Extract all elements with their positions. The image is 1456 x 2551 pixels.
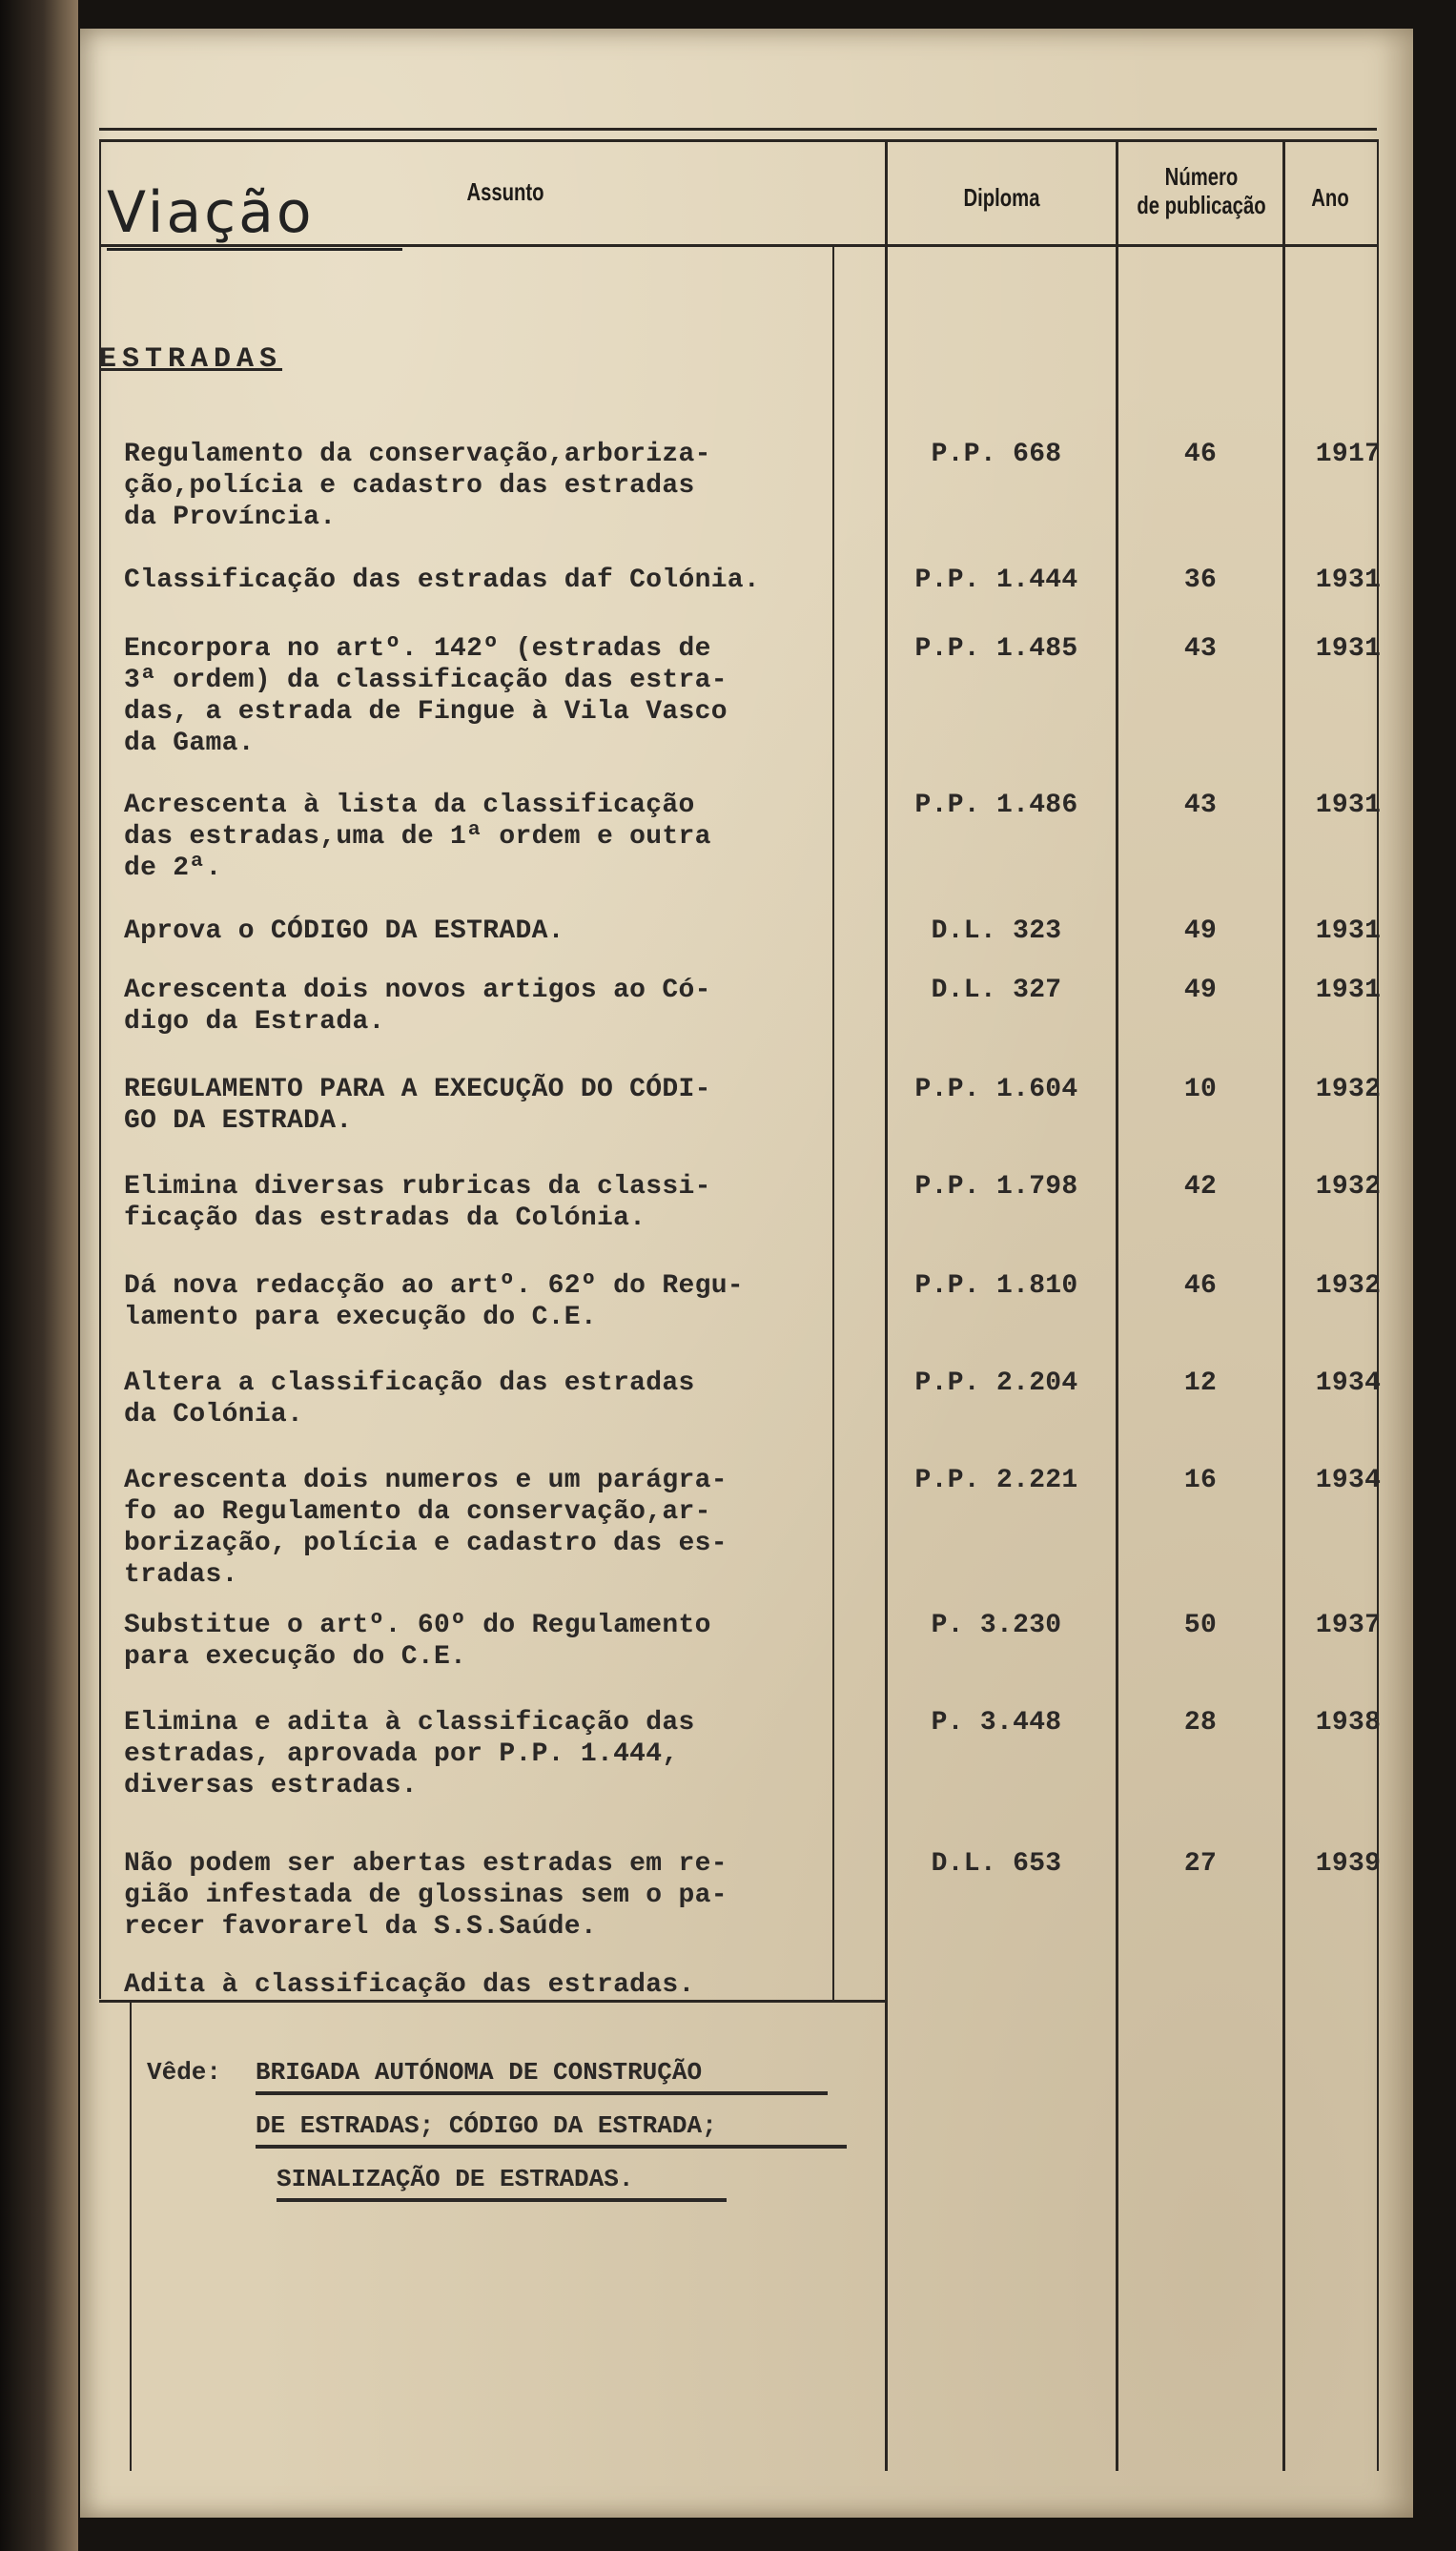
entry-diploma: P. 3.448 (931, 1708, 1062, 1738)
entry-numero: 12 (1183, 1368, 1218, 1398)
subject-column-line (885, 139, 888, 2471)
entry-subject-line: Acrescenta dois novos artigos ao Có- (124, 976, 711, 1005)
entry-subject-line: Não podem ser abertas estradas em re- (124, 1849, 728, 1879)
entry-diploma: D.L. 323 (931, 916, 1062, 946)
entry-subject-line: borização, polícia e cadastro das es- (124, 1529, 728, 1558)
entry-subject (124, 1368, 695, 1430)
entry-subject-line: tradas. (124, 1560, 238, 1590)
header-numero-line2: de publicação (1137, 191, 1266, 219)
entry-diploma: P.P. 1.798 (914, 1172, 1078, 1202)
entry-ano: 1931 (1315, 566, 1382, 595)
entry-subject (124, 439, 711, 533)
entry-subject-line: Aprova o CÓDIGO DA ESTRADA. (124, 916, 564, 946)
top-rule (99, 139, 1377, 142)
right-border (1377, 139, 1379, 2471)
entry-subject-line: da Província. (124, 503, 337, 532)
entry-diploma: P.P. 2.221 (914, 1466, 1078, 1495)
vede-line-3: SINALIZAÇÃO DE ESTRADAS. (277, 2165, 634, 2193)
entry-numero: 50 (1183, 1611, 1218, 1640)
entry-ano: 1932 (1315, 1075, 1382, 1104)
entry-ano: 1932 (1315, 1271, 1382, 1301)
entry-subject (124, 1707, 695, 1801)
entry-numero: 36 (1183, 566, 1218, 595)
entry-diploma: D.L. 653 (931, 1849, 1062, 1879)
entry-subject-line: das, a estrada de Fingue à Vila Vasco (124, 697, 728, 727)
handwritten-underline (107, 248, 402, 251)
entry-subject-line: Altera a classificação das estradas (124, 1368, 695, 1398)
entry-ano: 1932 (1315, 1172, 1382, 1202)
entry-subject-line: recer favorarel da S.S.Saúde. (124, 1912, 597, 1942)
entry-diploma: P.P. 1.810 (914, 1271, 1078, 1301)
entry-subject-line: das estradas,uma de 1ª ordem e outra (124, 822, 711, 852)
entry-subject-line: Adita à classificação das estradas. (124, 1970, 695, 2000)
entry-subject-line: de 2ª. (124, 854, 222, 883)
book-spine (0, 0, 78, 2551)
entry-ano: 1931 (1315, 916, 1382, 946)
entry-subject-line: gião infestada de glossinas sem o pa- (124, 1881, 728, 1910)
entry-ano: 1931 (1315, 976, 1382, 1005)
entry-subject-line: Classificação das estradas daf Colónia. (124, 566, 761, 595)
entry-ano: 1931 (1315, 634, 1382, 664)
entry-subject-line: para execução do C.E. (124, 1642, 467, 1672)
entry-diploma: P.P. 2.204 (914, 1368, 1078, 1398)
entry-subject (124, 790, 711, 884)
entry-subject-line: Substitue o artº. 60º do Regulamento (124, 1611, 711, 1640)
top-double-rule (99, 128, 1377, 131)
handwritten-title: Viação (107, 179, 315, 246)
subject-inner-line (832, 246, 834, 2001)
entry-subject-line: da Colónia. (124, 1400, 304, 1430)
entry-subject-line: Regulamento da conservação,arboriza- (124, 440, 711, 469)
entry-subject-line: lamento para execução do C.E. (124, 1303, 597, 1332)
entry-subject-line: diversas estradas. (124, 1771, 418, 1800)
entry-numero: 49 (1183, 916, 1218, 946)
left-border (99, 139, 101, 1999)
entry-subject (124, 1848, 728, 1943)
entry-ano: 1931 (1315, 791, 1382, 820)
entry-subject-line: fo ao Regulamento da conservação,ar- (124, 1497, 711, 1527)
entry-subject (124, 1465, 728, 1591)
vede-underline-3 (277, 2198, 727, 2202)
entry-diploma: P.P. 1.444 (914, 566, 1078, 595)
entry-numero: 28 (1183, 1708, 1218, 1738)
entry-ano: 1938 (1315, 1708, 1382, 1738)
entry-numero: 10 (1183, 1075, 1218, 1104)
entry-subject-line: Encorpora no artº. 142º (estradas de (124, 634, 711, 664)
entry-diploma: P.P. 668 (931, 440, 1062, 469)
entry-numero: 43 (1183, 791, 1218, 820)
entry-subject (124, 1074, 711, 1137)
entry-numero: 49 (1183, 976, 1218, 1005)
entry-subject-line: Acrescenta à lista da classificação (124, 791, 695, 820)
entry-subject (124, 1171, 711, 1234)
entry-subject-line: estradas, aprovada por P.P. 1.444, (124, 1739, 679, 1769)
vede-line-2: DE ESTRADAS; CÓDIGO DA ESTRADA; (256, 2111, 717, 2140)
entry-subject-line: digo da Estrada. (124, 1007, 385, 1037)
header-ano: Ano (1311, 183, 1349, 212)
entry-subject (124, 633, 728, 759)
entry-diploma: P.P. 1.604 (914, 1075, 1078, 1104)
entry-numero: 16 (1183, 1466, 1218, 1495)
header-assunto: Assunto (466, 177, 544, 206)
entry-ano: 1917 (1315, 440, 1382, 469)
entry-numero: 46 (1183, 440, 1218, 469)
entry-subject (124, 1610, 711, 1673)
entry-subject-line: Elimina diversas rubricas da classi- (124, 1172, 711, 1202)
entry-subject-line: ficação das estradas da Colónia. (124, 1203, 646, 1233)
entry-subject-line: da Gama. (124, 729, 255, 758)
header-diploma: Diploma (963, 183, 1040, 212)
entry-ano: 1937 (1315, 1611, 1382, 1640)
entry-ano: 1934 (1315, 1368, 1382, 1398)
entry-numero: 43 (1183, 634, 1218, 664)
entry-subject-line: Dá nova redacção ao artº. 62º do Regu- (124, 1271, 744, 1301)
vede-underline-1 (256, 2091, 828, 2095)
entry-diploma: D.L. 327 (931, 976, 1062, 1005)
entry-diploma: P.P. 1.486 (914, 791, 1078, 820)
entry-ano: 1939 (1315, 1849, 1382, 1879)
entry-subject-line: Elimina e adita à classificação das (124, 1708, 695, 1738)
entry-subject-line: Acrescenta dois numeros e um parágra- (124, 1466, 728, 1495)
entry-subject-line: REGULAMENTO PARA A EXECUÇÃO DO CÓDI- (124, 1075, 711, 1104)
entry-subject (124, 1969, 695, 2001)
entry-ano: 1934 (1315, 1466, 1382, 1495)
entry-subject (124, 565, 760, 596)
header-numero (1127, 162, 1276, 219)
entry-subject-line: GO DA ESTRADA. (124, 1106, 353, 1136)
numero-column-line (1282, 139, 1285, 2471)
diploma-column-line (1116, 139, 1118, 2471)
vede-line-1: BRIGADA AUTÓNOMA DE CONSTRUÇÃO (256, 2058, 703, 2087)
entry-subject-line: 3ª ordem) da classificação das estra- (124, 666, 728, 695)
header-numero-line1: Número (1164, 162, 1239, 191)
entry-subject (124, 975, 711, 1038)
entry-numero: 27 (1183, 1849, 1218, 1879)
vede-underline-2 (256, 2145, 847, 2149)
vede-label: Vêde: (147, 2058, 222, 2087)
section-title: ESTRADAS (99, 343, 283, 376)
entry-diploma: P.P. 1.485 (914, 634, 1078, 664)
vede-box-left (130, 2000, 132, 2471)
entry-diploma: P. 3.230 (931, 1611, 1062, 1640)
entry-subject-line: ção,polícia e cadastro das estradas (124, 471, 695, 501)
entry-subject (124, 915, 564, 947)
entry-numero: 46 (1183, 1271, 1218, 1301)
entry-numero: 42 (1183, 1172, 1218, 1202)
entry-subject (124, 1270, 744, 1333)
